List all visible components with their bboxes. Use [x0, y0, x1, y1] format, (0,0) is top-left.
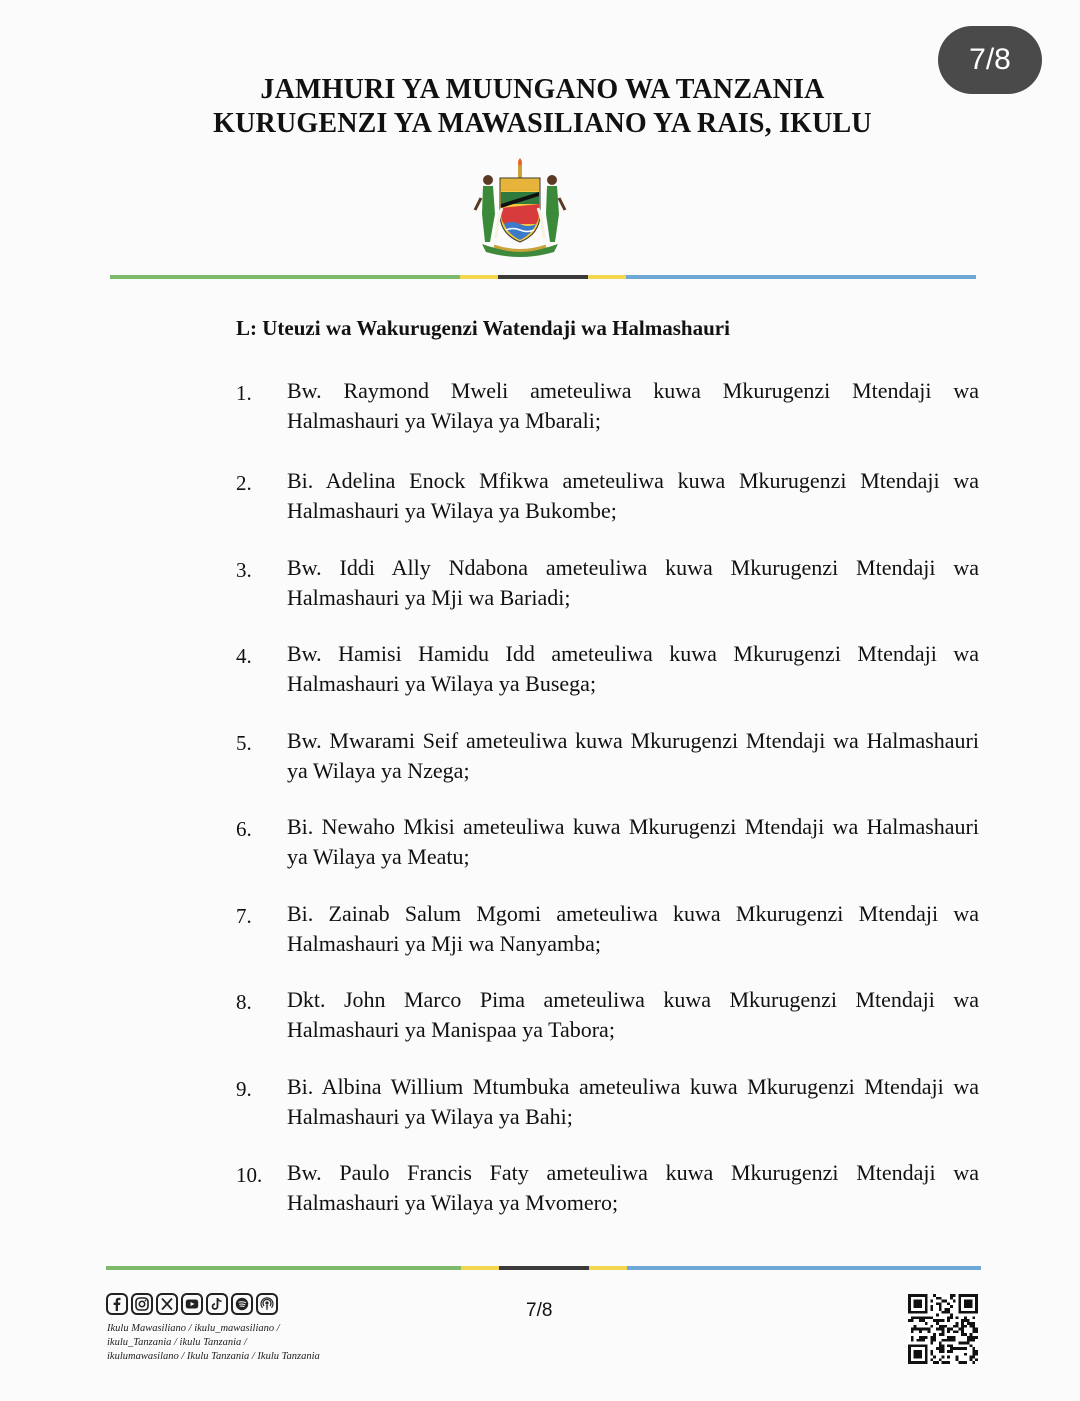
list-item: Bw. Mwarami Seif ameteuliwa kuwa Mkurugenzi Mtendaji wa Halmashauri ya Wilaya ya Nzega;	[287, 728, 979, 783]
divider-segment-yellow	[460, 275, 498, 279]
social-handles	[107, 1322, 367, 1364]
spotify-icon[interactable]	[231, 1293, 253, 1315]
list-item: Bi. Adelina Enock Mfikwa ameteuliwa kuwa Mkurugenzi Mtendaji wa Halmashauri ya Wilaya ya Bukombe;	[287, 468, 979, 523]
divider-segment-yellow	[588, 275, 626, 279]
list-item-number: 9.	[236, 1077, 252, 1101]
tanzania-coat-of-arms-icon	[472, 158, 568, 258]
list-item-number: 6.	[236, 817, 252, 841]
divider-segment-blue	[626, 275, 976, 279]
divider-segment-black	[498, 275, 588, 279]
divider-segment-green	[106, 1266, 461, 1270]
tiktok-icon[interactable]	[206, 1293, 228, 1315]
list-item-number: 3.	[236, 558, 252, 582]
header-title-line1: JAMHURI YA MUUNGANO WA TANZANIA	[260, 74, 825, 105]
list-item-number: 8.	[236, 990, 252, 1014]
list-item-number: 7.	[236, 904, 252, 928]
list-item: Bw. Paulo Francis Faty ameteuliwa kuwa Mkurugenzi Mtendaji wa Halmashauri ya Wilaya ya Mvomero;	[287, 1160, 979, 1215]
divider-segment-yellow	[589, 1266, 627, 1270]
section-title: L: Uteuzi wa Wakurugenzi Watendaji wa Halmashauri	[236, 316, 730, 340]
facebook-icon[interactable]	[106, 1293, 128, 1315]
list-item: Bi. Newaho Mkisi ameteuliwa kuwa Mkurugenzi Mtendaji wa Halmashauri ya Wilaya ya Meatu;	[287, 814, 979, 869]
page-counter-badge: 7/8	[938, 26, 1042, 94]
list-item: Bw. Iddi Ally Ndabona ameteuliwa kuwa Mkurugenzi Mtendaji wa Halmashauri ya Mji wa Bariadi;	[287, 555, 979, 610]
list-item-number: 2.	[236, 471, 252, 495]
social-handles-line: ikulumawasilano / Ikulu Tanzania / Ikulu Tanzania	[107, 1351, 320, 1362]
divider-segment-yellow	[461, 1266, 499, 1270]
youtube-icon[interactable]	[181, 1293, 203, 1315]
divider-segment-green	[110, 275, 460, 279]
list-item: Dkt. John Marco Pima ameteuliwa kuwa Mkurugenzi Mtendaji wa Halmashauri ya Manispaa ya Tabora;	[287, 987, 979, 1042]
divider-segment-black	[499, 1266, 589, 1270]
list-item-number: 5.	[236, 731, 252, 755]
qr-code-icon[interactable]	[908, 1294, 978, 1364]
divider-segment-blue	[627, 1266, 981, 1270]
list-item-number: 10.	[236, 1163, 263, 1187]
list-item: Bi. Albina Willium Mtumbuka ameteuliwa kuwa Mkurugenzi Mtendaji wa Halmashauri ya Wilaya ya Bahi;	[287, 1074, 979, 1129]
list-item: Bi. Zainab Salum Mgomi ameteuliwa kuwa Mkurugenzi Mtendaji wa Halmashauri ya Mji wa Nanyamba;	[287, 901, 979, 956]
social-handles-line: ikulu_Tanzania / ikulu Tanzania /	[107, 1337, 247, 1348]
footer-divider	[106, 1266, 981, 1270]
social-handles-line: Ikulu Mawasiliano / ikulu_mawasiliano /	[107, 1323, 280, 1334]
list-item-number: 1.	[236, 381, 252, 405]
list-item-number: 4.	[236, 644, 252, 668]
footer-page-number: 7/8	[526, 1300, 553, 1321]
x-icon[interactable]	[156, 1293, 178, 1315]
list-item: Bw. Hamisi Hamidu Idd ameteuliwa kuwa Mkurugenzi Mtendaji wa Halmashauri ya Wilaya ya Busega;	[287, 641, 979, 696]
social-icons	[106, 1293, 278, 1315]
podcast-icon[interactable]	[256, 1293, 278, 1315]
instagram-icon[interactable]	[131, 1293, 153, 1315]
header-divider	[110, 275, 976, 279]
header-title-line2: KURUGENZI YA MAWASILIANO YA RAIS, IKULU	[213, 108, 872, 139]
list-item: Bw. Raymond Mweli ameteuliwa kuwa Mkurugenzi Mtendaji wa Halmashauri ya Wilaya ya Mbarali;	[287, 378, 979, 433]
